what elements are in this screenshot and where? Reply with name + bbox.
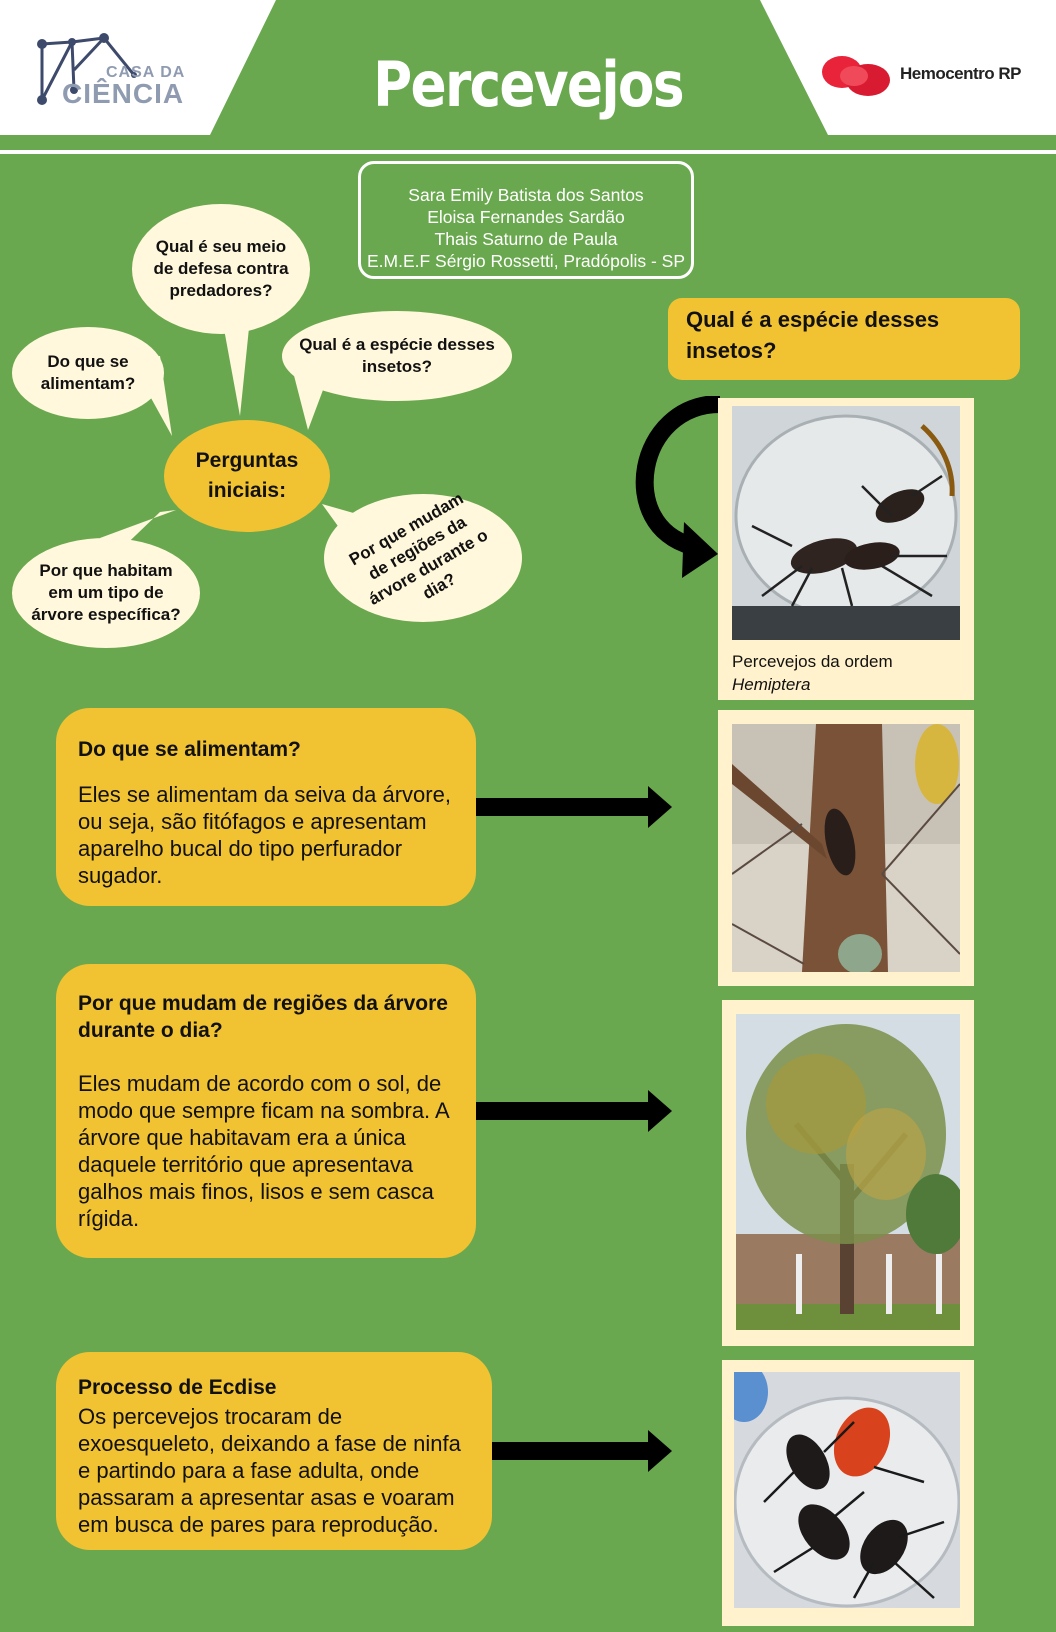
logo-line-2: CIÊNCIA [62, 78, 185, 109]
bubble-defesa: Qual é seu meio de defesa contra predadores? [132, 204, 310, 334]
page-title: Percevejos [373, 48, 683, 121]
tree-trunk-icon [732, 724, 960, 972]
bubble-alimentam: Do que se alimentam? [12, 327, 164, 419]
photo-caption-line2: Hemiptera [732, 675, 811, 694]
card-alimentam-body: Eles se alimentam da seiva da árvore, ou seja, são fitófagos e apresentam aparelho bucal do tipo perfurador sugador. [78, 782, 451, 888]
hemocentro-logo [820, 52, 892, 100]
author-2: Eloisa Fernandes Sardão [427, 207, 625, 227]
tree-trunk-photo [732, 724, 960, 972]
curved-arrow-icon [626, 396, 722, 582]
header-divider [0, 150, 1056, 154]
center-bubble: Perguntas iniciais: [164, 420, 330, 532]
card-ecdise [56, 1352, 492, 1550]
photo-frame-tree [722, 1000, 974, 1346]
logo-line-1: CASA DA [106, 64, 186, 81]
card-alimentam-heading: Do que se alimentam? [78, 738, 301, 761]
photo-frame-jar [718, 398, 974, 700]
bubble-habitam: Por que habitam em um tipo de árvore específica? [12, 538, 200, 648]
photo-caption-line1: Percevejos da ordem [732, 652, 893, 671]
card-mudam-body: Eles mudam de acordo com o sol, de modo que sempre ficam na sombra. A árvore que habitavam era a única daquele território que apresentava galhos mais finos, lisos e sem casca rígida. [78, 1071, 449, 1231]
bubble-especie: Qual é a espécie desses insetos? [282, 311, 512, 401]
card-mudam-heading: Por que mudam de regiões da árvore durante o dia? [78, 992, 448, 1042]
arrow-right-icon [476, 1090, 672, 1132]
tree-icon [736, 1014, 960, 1330]
card-ecdise-body: Os percevejos trocaram de exoesqueleto, deixando a fase de ninfa e partindo para a fase adulta, onde passaram a apresentar asas e voaram em busca de pares para reprodução. [78, 1404, 461, 1537]
card-alimentam [56, 708, 476, 906]
bugs-in-jar-photo [732, 406, 960, 640]
hemocentro-text: Hemocentro RP [900, 64, 1022, 83]
arrow-right-icon [476, 786, 672, 828]
bubble-mudam: Por que mudam de regiões da árvore durante o dia? [324, 494, 522, 622]
molting-bugs-photo [734, 1372, 960, 1608]
card-mudam [56, 964, 476, 1258]
blood-drops-icon [820, 52, 892, 100]
school: E.M.E.F Sérgio Rossetti, Pradópolis - SP [366, 251, 686, 271]
author-3: Thais Saturno de Paula [434, 229, 618, 249]
tree-photo [736, 1014, 960, 1330]
photo-frame-ecdise [722, 1360, 974, 1626]
arrow-right-icon [492, 1430, 672, 1472]
photo-frame-trunk [718, 710, 974, 986]
bug-icon [732, 406, 960, 640]
author-1: Sara Emily Batista dos Santos [408, 185, 644, 205]
card-ecdise-heading: Processo de Ecdise [78, 1376, 277, 1399]
bug-icon [734, 1372, 960, 1608]
species-question-box: Qual é a espécie desses insetos? [668, 298, 1020, 380]
